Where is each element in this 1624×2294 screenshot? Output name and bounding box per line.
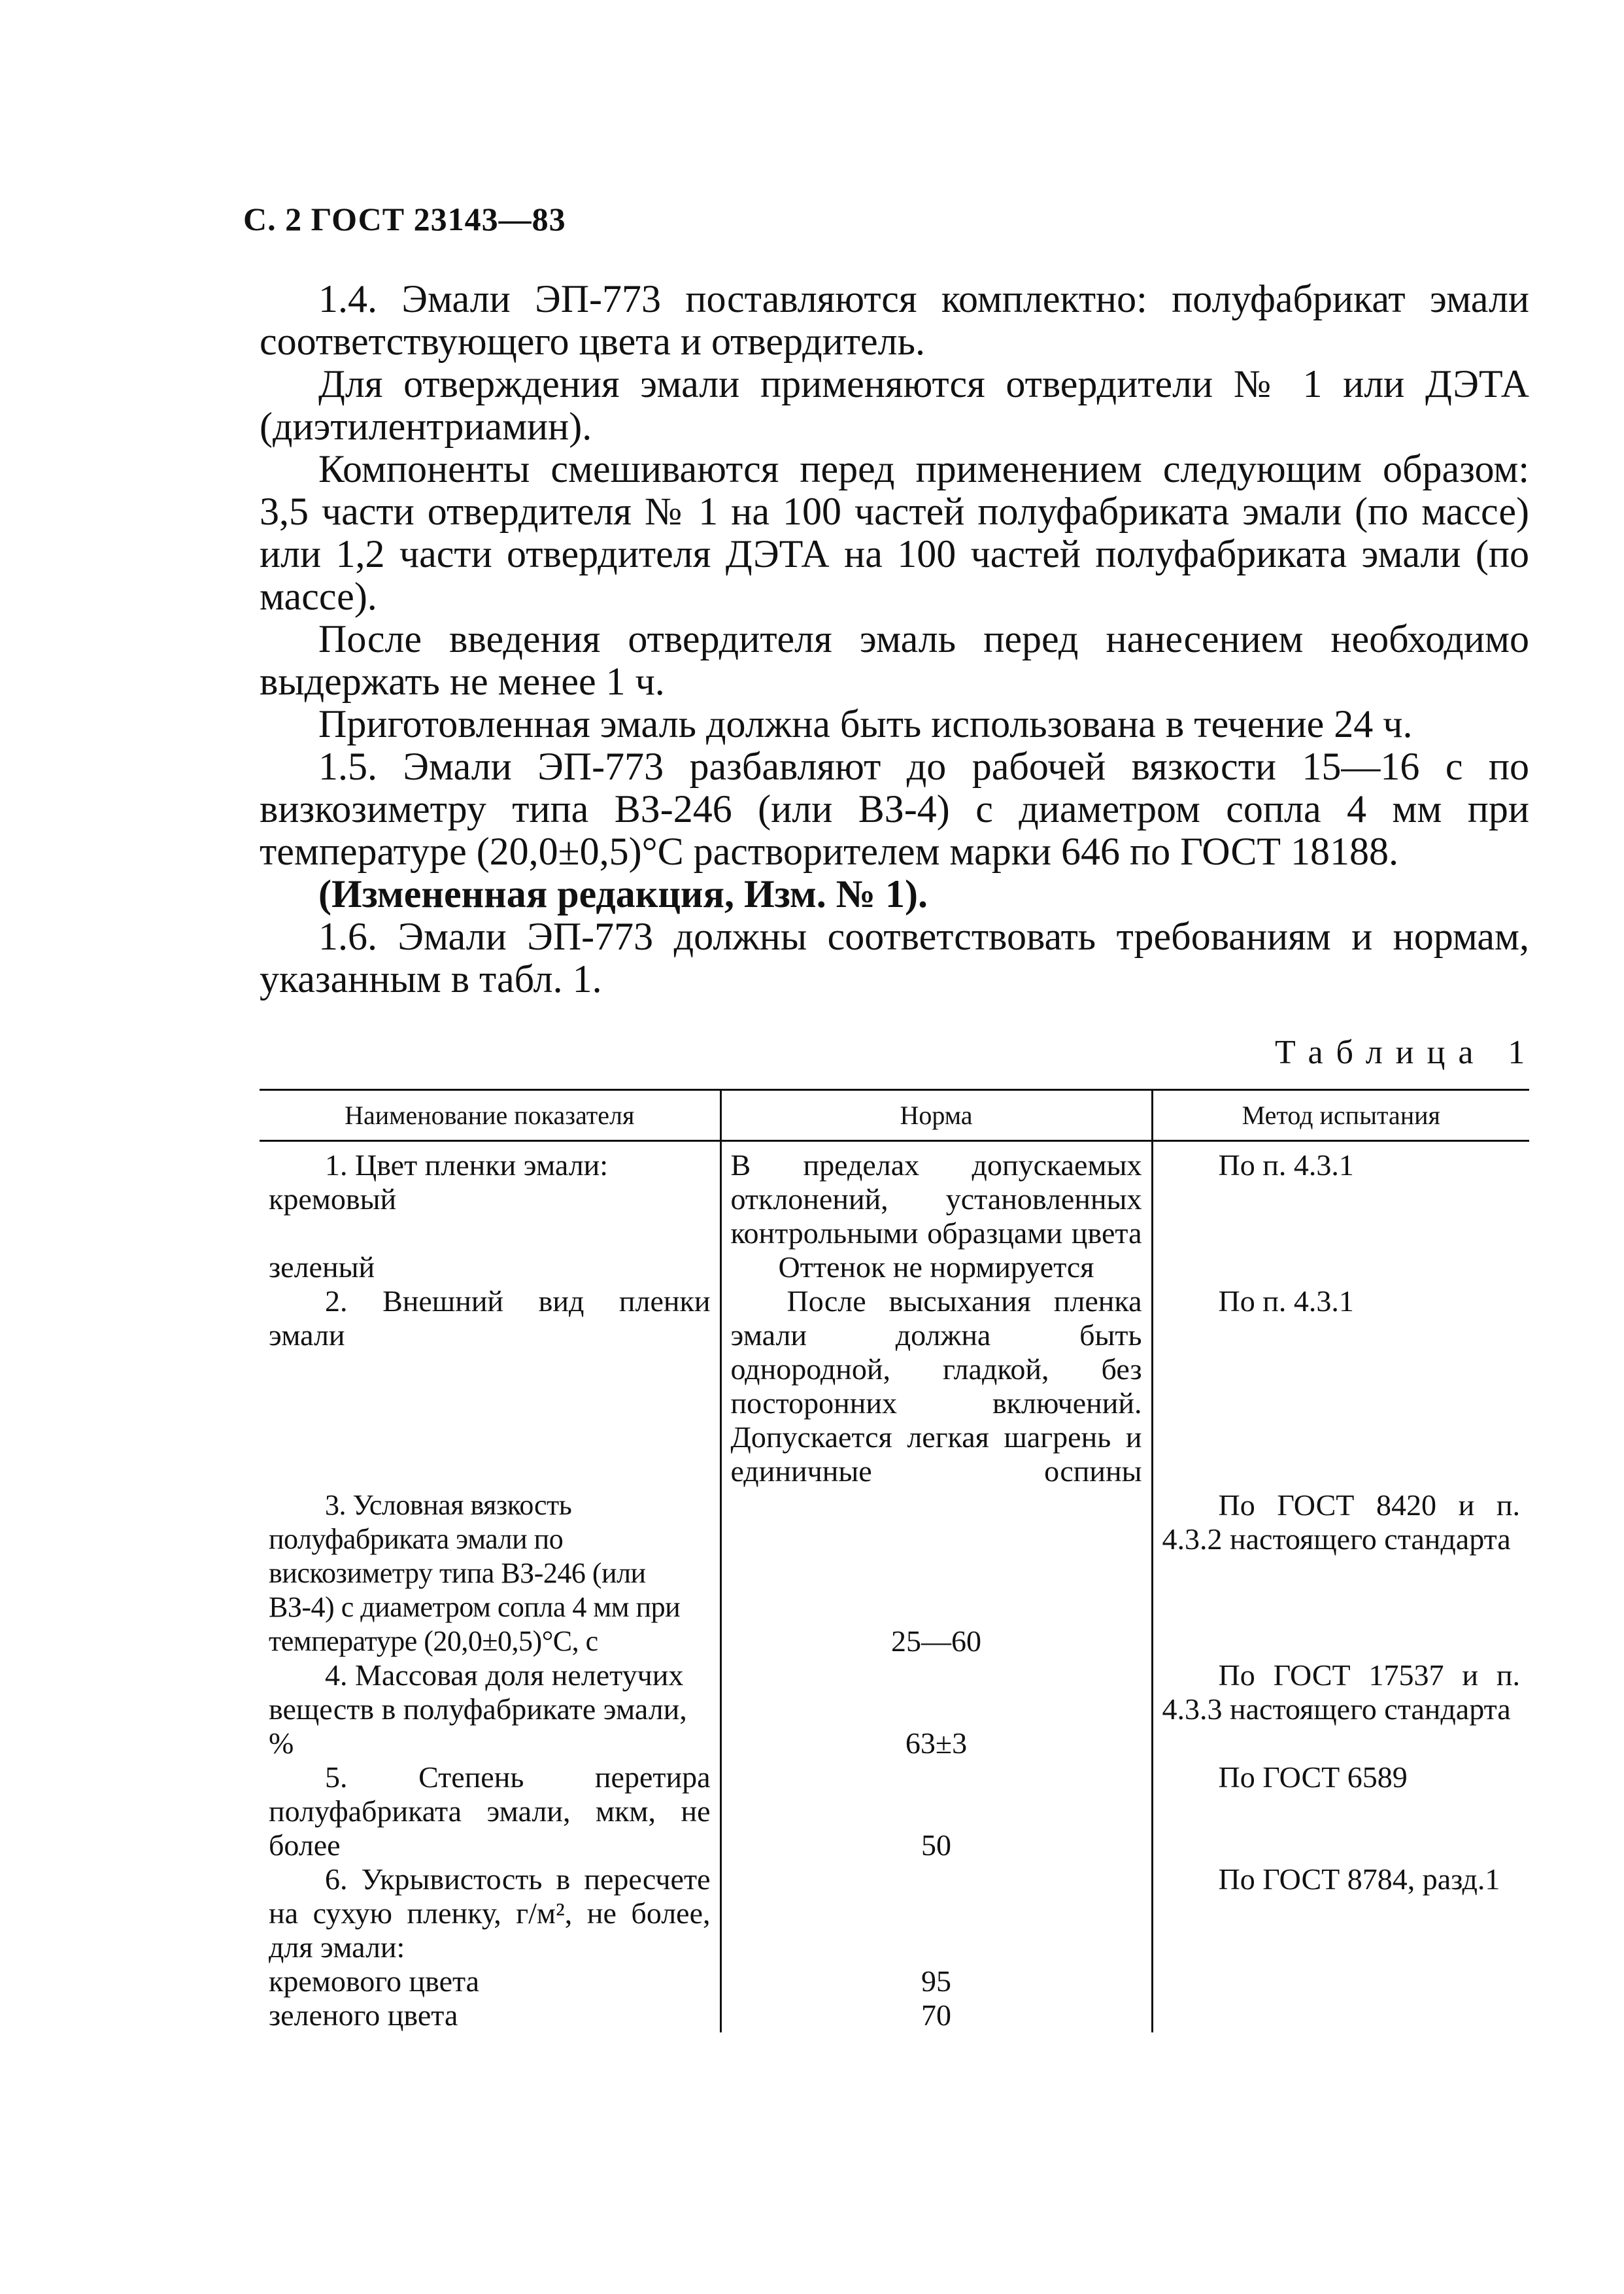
row-method: По ГОСТ 8420 и п. 4.3.2 настоящего стандарта xyxy=(1152,1488,1529,1658)
row-name: 2. Внешний вид пленки эмали xyxy=(269,1284,711,1352)
row-norm: 95 xyxy=(720,1964,1152,1998)
row-name: зеленого цвета xyxy=(269,1998,458,2032)
row-name: кремового цвета xyxy=(269,1964,480,1998)
paragraph-1-5: 1.5. Эмали ЭП-773 разбавляют до рабочей вязкости 15—16 с по визкозиметру типа ВЗ-246 (или ВЗ-4) с диаметром сопла 4 мм при температуре (20,0±0,5)°С растворителем марки 646 по ГОСТ 18188. xyxy=(260,745,1529,873)
row-norm: 70 xyxy=(720,1998,1152,2032)
row-name: зеленый xyxy=(269,1250,375,1284)
row-norm: 63±3 xyxy=(720,1658,1152,1760)
table-row xyxy=(260,1284,1529,1488)
table-row xyxy=(260,1998,1529,2032)
paragraph-hardeners: Для отверждения эмали применяются отвердители № 1 или ДЭТА (диэтилентриамин). xyxy=(260,362,1529,448)
paragraph-hold-time: После введения отвердителя эмаль перед нанесением необходимо выдержать не менее 1 ч. xyxy=(260,617,1529,703)
paragraph-1-6: 1.6. Эмали ЭП-773 должны соответствовать требованиям и нормам, указанным в табл. 1. xyxy=(260,915,1529,1001)
row-norm: В пределах допускаемых отклонений, установленных контрольными образцами цвета xyxy=(720,1141,1152,1251)
table-row xyxy=(260,1760,1529,1862)
table-row xyxy=(260,1658,1529,1760)
row-subname: кремовый xyxy=(269,1182,397,1216)
row-method: По п. 4.3.1 xyxy=(1152,1141,1529,1251)
table-header-row xyxy=(260,1090,1529,1141)
table-row xyxy=(260,1250,1529,1284)
row-method: По ГОСТ 17537 и п. 4.3.3 настоящего стандарта xyxy=(1152,1658,1529,1760)
table-caption: Таблица 1 xyxy=(1275,1034,1538,1071)
page-header: С. 2 ГОСТ 23143—83 xyxy=(243,201,566,237)
table-row xyxy=(260,1862,1529,1964)
row-method: По ГОСТ 8784, разд.1 xyxy=(1152,1862,1529,1964)
table-row xyxy=(260,1488,1529,1658)
row-norm: Оттенок не нормируется xyxy=(720,1250,1152,1284)
column-header-method: Метод испытания xyxy=(1152,1090,1529,1141)
row-norm: 25—60 xyxy=(720,1488,1152,1658)
paragraph-1-4: 1.4. Эмали ЭП-773 поставляются комплектно: полуфабрикат эмали соответствующего цвета и отвердитель. xyxy=(260,277,1529,363)
document-body xyxy=(260,278,1529,1001)
row-norm: 50 xyxy=(720,1760,1152,1862)
row-name: 5. Степень перетира полуфабриката эмали, мкм, не более xyxy=(269,1760,711,1862)
row-method: По ГОСТ 6589 xyxy=(1152,1760,1529,1862)
paragraph-pot-life: Приготовленная эмаль должна быть использована в течение 24 ч. xyxy=(318,702,1413,745)
column-header-norm: Норма xyxy=(720,1090,1152,1141)
row-name: 1. Цвет пленки эмали: xyxy=(325,1148,609,1182)
amendment-note: (Измененная редакция, Изм. № 1). xyxy=(318,872,928,916)
row-name: 6. Укрывистость в пересчете на сухую пленку, г/м², не более, для эмали: xyxy=(269,1862,711,1964)
table-row xyxy=(260,1964,1529,1998)
column-header-name: Наименование показателя xyxy=(260,1090,720,1141)
row-norm: После высыхания пленка эмали должна быть однородной, гладкой, без посторонних включений. Допускается легкая шагрень и единичные оспины xyxy=(720,1284,1152,1488)
table-row xyxy=(260,1141,1529,1251)
requirements-table xyxy=(260,1089,1529,2032)
paragraph-mixing: Компоненты смешиваются перед применением следующим образом: 3,5 части отвердителя № 1 на 100 частей полуфабриката эмали (по массе) или 1,2 части отвердителя ДЭТА на 100 частей полуфабриката эмали (по массе). xyxy=(260,447,1529,618)
row-name: 4. Массовая доля нелетучих веществ в полуфабрикате эмали, % xyxy=(269,1658,687,1760)
row-name: 3. Условная вязкость полуфабриката эмали по вискозиметру типа ВЗ-246 (или ВЗ-4) с диаметром сопла 4 мм при температуре (20,0±0,5)°С, с xyxy=(269,1489,681,1657)
row-method: По п. 4.3.1 xyxy=(1152,1284,1529,1488)
